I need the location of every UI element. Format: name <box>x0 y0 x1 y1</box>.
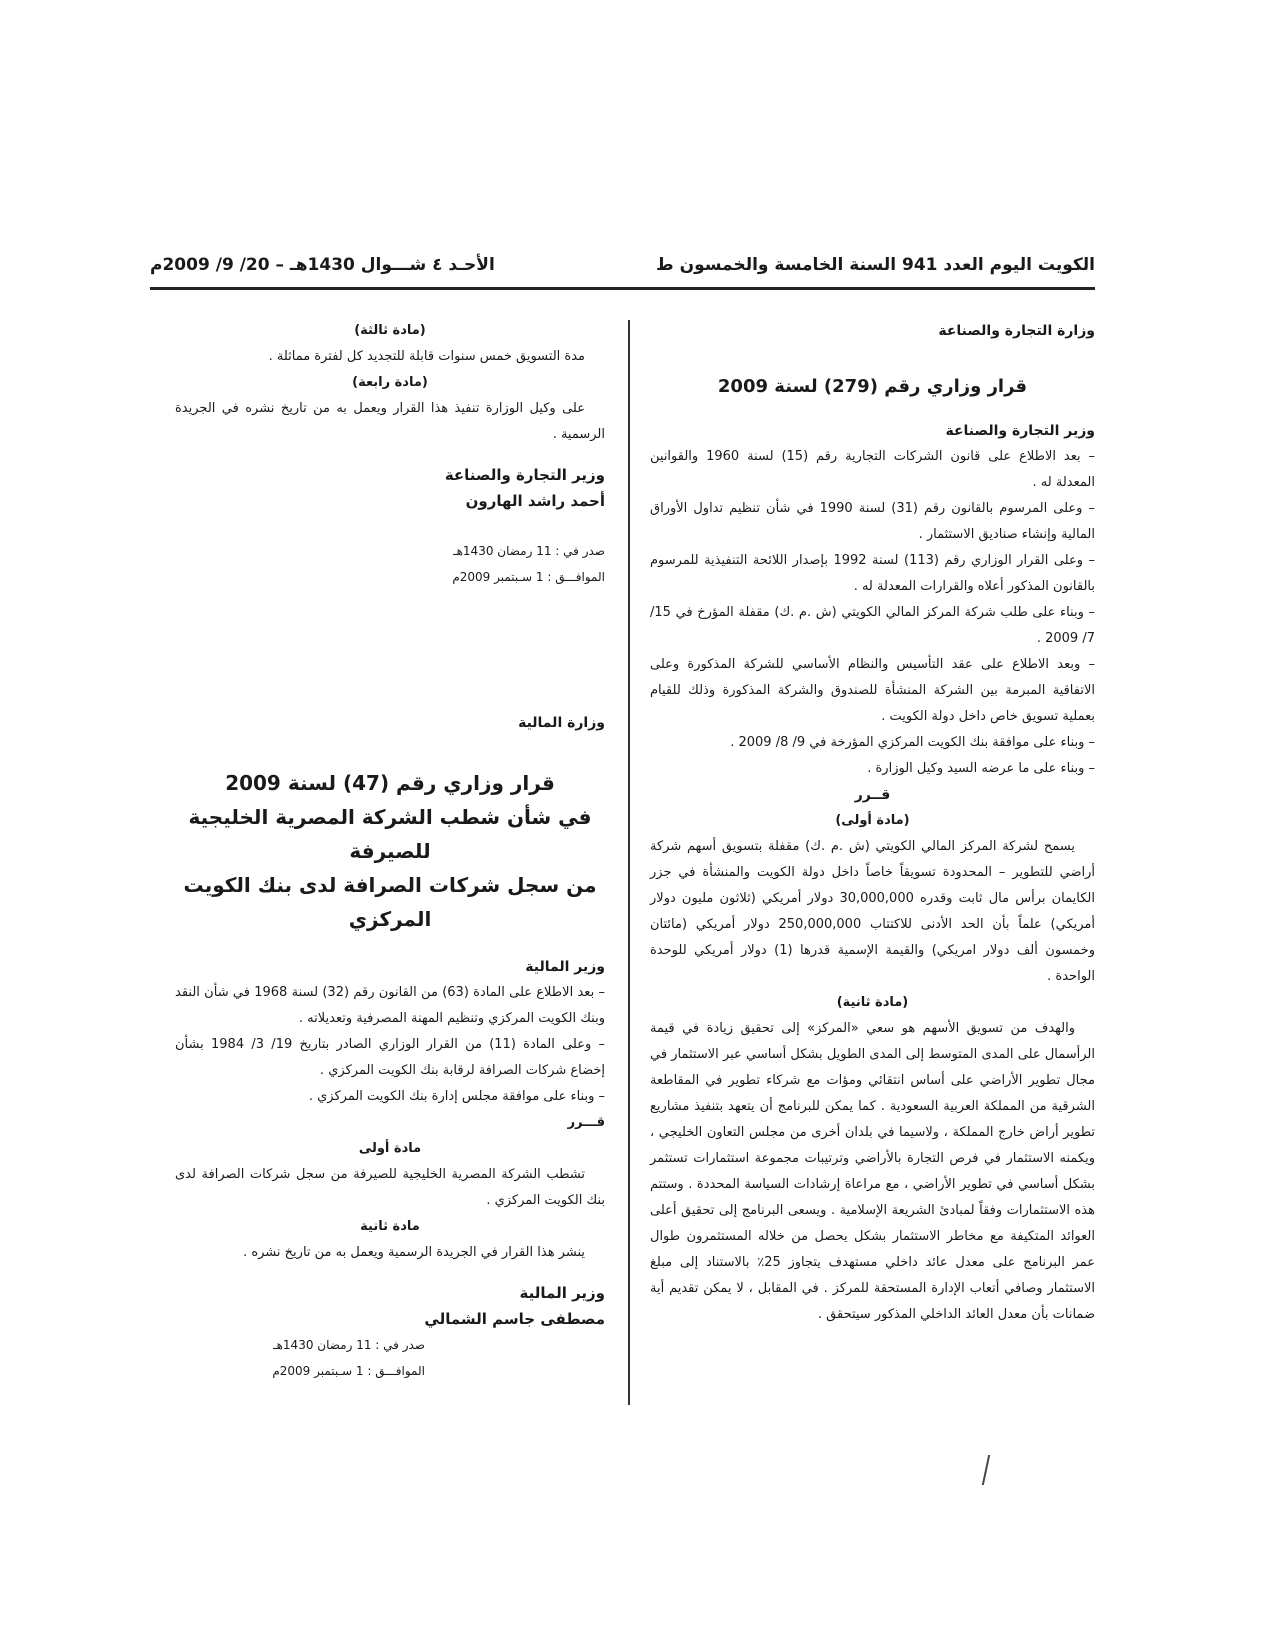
preamble-item: – وبناء على ما عرضه السيد وكيل الوزارة . <box>867 761 1095 776</box>
header-date: الأحـد ٤ شـــوال 1430هـ – 20/ 9/ 2009م <box>150 255 495 275</box>
article-3-title: (مادة ثالثة) <box>354 323 426 338</box>
signature2-name: مصطفى جاسم الشمالي <box>424 1310 605 1328</box>
issued-gregorian: الموافـــق : 1 سـبتمبر 2009م <box>452 570 605 584</box>
left-column <box>175 318 605 1384</box>
article-1-text: يسمح لشركة المركز المالي الكويتي (ش .م .ك) مقفلة بتسويق أسهم شركة أراضي للتطوير – المحدودة تسويقاً خاصاً داخل دولة الكويت والمنشأة في جزر الكايمان برأس مال ثابت وقدره 30,000,000 دولار أمريكي (ثلاثون مليون دولار أمريكي) علماً بأن الحد الأدنى للاكتتاب 250,000,000 دولار أمريكي (مائتان وخمسون ألف دولار امريكي) والقيمة الإسمية قدرها (1) دولار أمريكي للوحدة الواحدة . <box>650 839 1095 984</box>
preamble-item: – بعد الاطلاع على قانون الشركات التجارية رقم (15) لسنة 1960 والقوانين المعدلة له . <box>650 449 1095 490</box>
scan-artifact-mark <box>982 1455 1008 1485</box>
right-column <box>650 318 1095 1328</box>
preamble-item: – وبعد الاطلاع على عقد التأسيس والنظام الأساسي للشركة المذكورة وعلى الاتفاقية المبرمة بين الشركة المنشأة للصندوق والشركة المذكورة وذلك للقيام بعملية تسويق خاص داخل دولة الكويت . <box>650 657 1095 724</box>
ministry-commerce-title: وزارة التجارة والصناعة <box>938 323 1095 339</box>
decision-279-title: قرار وزاري رقم (279) لسنة 2009 <box>717 376 1028 397</box>
article-1b-title: مادة أولى <box>358 1141 422 1156</box>
article-2b-text: ينشر هذا القرار في الجريدة الرسمية ويعمل به من تاريخ نشره . <box>243 1245 585 1260</box>
article-1b-text: تشطب الشركة المصرية الخليجية للصيرفة من سجل شركات الصرافة لدى بنك الكويت المركزي . <box>175 1167 605 1208</box>
issued-hijri: صدر في : 11 رمضان 1430هـ <box>453 544 605 558</box>
article-4-text: على وكيل الوزارة تنفيذ هذا القرار ويعمل به من تاريخ نشره في الجريدة الرسمية . <box>175 401 605 442</box>
preamble-item: – وعلى المرسوم بالقانون رقم (31) لسنة 1990 في شأن تنظيم تداول الأوراق المالية وإنشاء صناديق الاستثمار . <box>650 501 1095 542</box>
article-1-title: (مادة أولى) <box>835 813 910 828</box>
column-divider <box>628 320 630 1405</box>
preamble-item: – وبناء على موافقة مجلس إدارة بنك الكويت المركزي . <box>308 1089 605 1104</box>
preamble-item: – وعلى القرار الوزاري رقم (113) لسنة 1992 بإصدار اللائحة التنفيذية للمرسوم بالقانون المذكور أعلاه والقرارات المعدلة له . <box>650 553 1095 594</box>
decision-47-title-line: من سجل شركات الصرافة لدى بنك الكويت المركزي <box>183 873 597 931</box>
article-2b-title: مادة ثانية <box>360 1219 420 1234</box>
issued2-gregorian: الموافـــق : 1 سـبتمبر 2009م <box>272 1364 425 1378</box>
header-issue: الكويت اليوم العدد 941 السنة الخامسة والخمسون ط <box>656 255 1095 275</box>
decision-47-title <box>175 766 605 936</box>
article-3-text: مدة التسويق خمس سنوات قابلة للتجديد كل لفترة مماثلة . <box>268 349 585 364</box>
article-2-title: (مادة ثانية) <box>836 995 909 1010</box>
decision-47-title-line: قرار وزاري رقم (47) لسنة 2009 <box>225 771 555 795</box>
decided-heading-2: قـــرر <box>567 1115 605 1130</box>
issued2-hijri: صدر في : 11 رمضان 1430هـ <box>273 1338 425 1352</box>
ministry-finance-title: وزارة المالية <box>518 715 605 731</box>
decided-heading: قــرر <box>854 787 891 803</box>
signature-title: وزير التجارة والصناعة <box>444 466 605 484</box>
signature2-title: وزير المالية <box>519 1284 605 1302</box>
article-2-text: والهدف من تسويق الأسهم هو سعي «المركز» إلى تحقيق زيادة في قيمة الرأسمال على المدى المتوسط إلى المدى الطويل بشكل أساسي عبر الاستثمار في مجال تطوير الأراضي على أساس انتقائي ومؤات مع شركاء تطوير في المقاطعة الشرقية من المملكة العربية السعودية . كما يمكن للبرنامج أن يتعهد بتنفيذ مشاريع تطوير أراض خارج المملكة ، ولاسيما في بلدان أخرى من مجلس التعاون الخليجي ، ويكمنه الاستثمار في فرص التجارة بالأراضي وترتيبات مجموعة استثمارات تستثمر بشكل أساسي في تطوير الأراضي ، مع مراعاة إرشادات السياسة المحددة . وستتم هذه الاستثمارات وفقاً لمبادئ الشريعة الإسلامية . ويسعى البرنامج إلى تحقيق أعلى العوائد المتكيفة مع مخاطر الاستثمار بشكل يحصل من خلاله المستثمرون طوال عمر البرنامج على معدل عائد داخلي مستهدف يتجاوز 25٪ بالاستناد إلى مبلغ الاستثمار وصافي أتعاب الإدارة المستحقة للمركز . في المقابل ، لا يمكن تقديم أية ضمانات بأن معدل العائد الداخلي المذكور سيتحقق . <box>650 1021 1095 1322</box>
article-4-title: (مادة رابعة) <box>352 375 428 390</box>
preamble-item: – وبناء على موافقة بنك الكويت المركزي المؤرخة في 9/ 8/ 2009 . <box>730 735 1095 750</box>
header-rule <box>150 287 1095 290</box>
page-header <box>150 248 1095 282</box>
minister-finance-label: وزير المالية <box>525 959 605 975</box>
preamble-item: – وعلى المادة (11) من القرار الوزاري الصادر بتاريخ 19/ 3/ 1984 بشأن إخضاع شركات الصرافة لرقابة بنك الكويت المركزي . <box>175 1037 606 1078</box>
decision-47-title-line: في شأن شطب الشركة المصرية الخليجية للصيرفة <box>188 805 592 863</box>
preamble-item: – بعد الاطلاع على المادة (63) من القانون رقم (32) لسنة 1968 في شأن النقد وبنك الكويت المركزي وتنظيم المهنة المصرفية وتعديلاته . <box>175 985 605 1026</box>
signature-name: أحمد راشد الهارون <box>465 492 605 510</box>
minister-label: وزير التجارة والصناعة <box>945 423 1095 439</box>
preamble-item: – وبناء على طلب شركة المركز المالي الكويتي (ش .م .ك) مقفلة المؤرخ في 15/ 7/ 2009 . <box>650 605 1095 646</box>
